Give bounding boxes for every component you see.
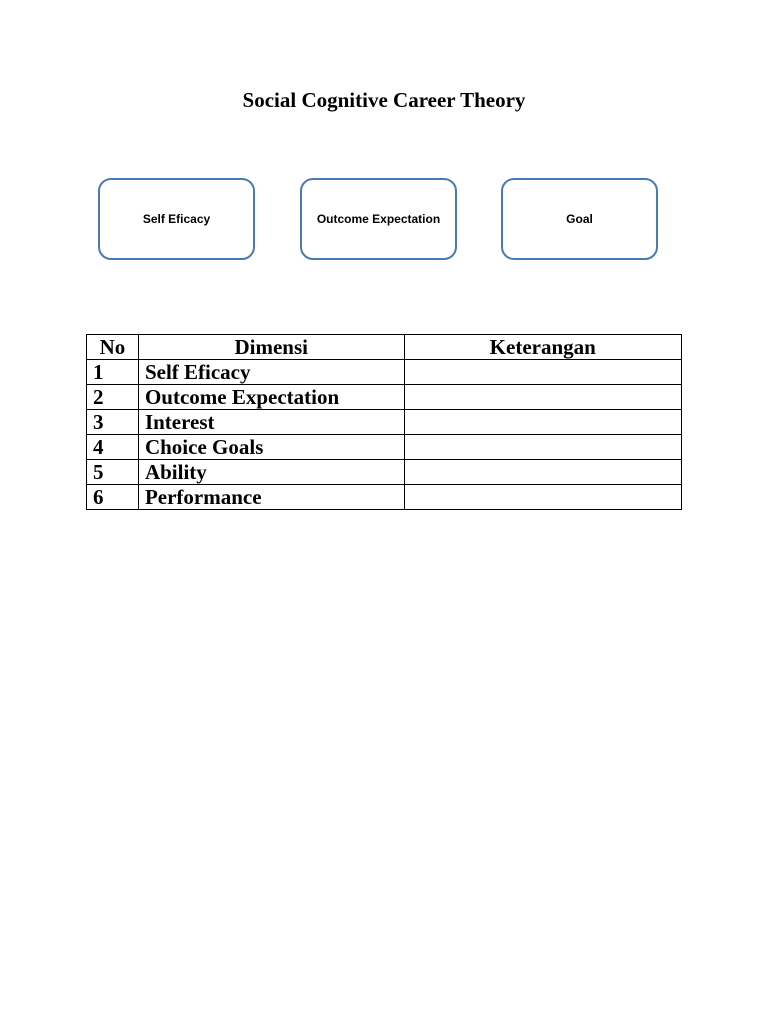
cell-no: 1	[87, 360, 139, 385]
table-row	[87, 410, 682, 435]
table-row	[87, 485, 682, 510]
cell-keterangan	[404, 410, 682, 435]
cell-keterangan	[404, 385, 682, 410]
table-row	[87, 435, 682, 460]
cell-no: 3	[87, 410, 139, 435]
cell-dimensi: Outcome Expectation	[138, 385, 404, 410]
cell-dimensi: Ability	[138, 460, 404, 485]
diagram-box-outcome-expectation: Outcome Expectation	[300, 178, 457, 260]
cell-no: 5	[87, 460, 139, 485]
cell-no: 4	[87, 435, 139, 460]
table-row	[87, 460, 682, 485]
table-row	[87, 360, 682, 385]
cell-no: 6	[87, 485, 139, 510]
header-keterangan: Keterangan	[404, 335, 682, 360]
header-no: No	[87, 335, 139, 360]
cell-dimensi: Choice Goals	[138, 435, 404, 460]
page-title: Social Cognitive Career Theory	[242, 88, 526, 112]
cell-no: 2	[87, 385, 139, 410]
dimension-table	[86, 334, 682, 510]
cell-dimensi: Performance	[138, 485, 404, 510]
diagram-box-goal: Goal	[501, 178, 658, 260]
header-dimensi: Dimensi	[138, 335, 404, 360]
table-header-row	[87, 335, 682, 360]
cell-keterangan	[404, 435, 682, 460]
table-row	[87, 385, 682, 410]
diagram-box-self-eficacy: Self Eficacy	[98, 178, 255, 260]
cell-dimensi: Interest	[138, 410, 404, 435]
cell-keterangan	[404, 360, 682, 385]
cell-dimensi: Self Eficacy	[138, 360, 404, 385]
cell-keterangan	[404, 485, 682, 510]
cell-keterangan	[404, 460, 682, 485]
